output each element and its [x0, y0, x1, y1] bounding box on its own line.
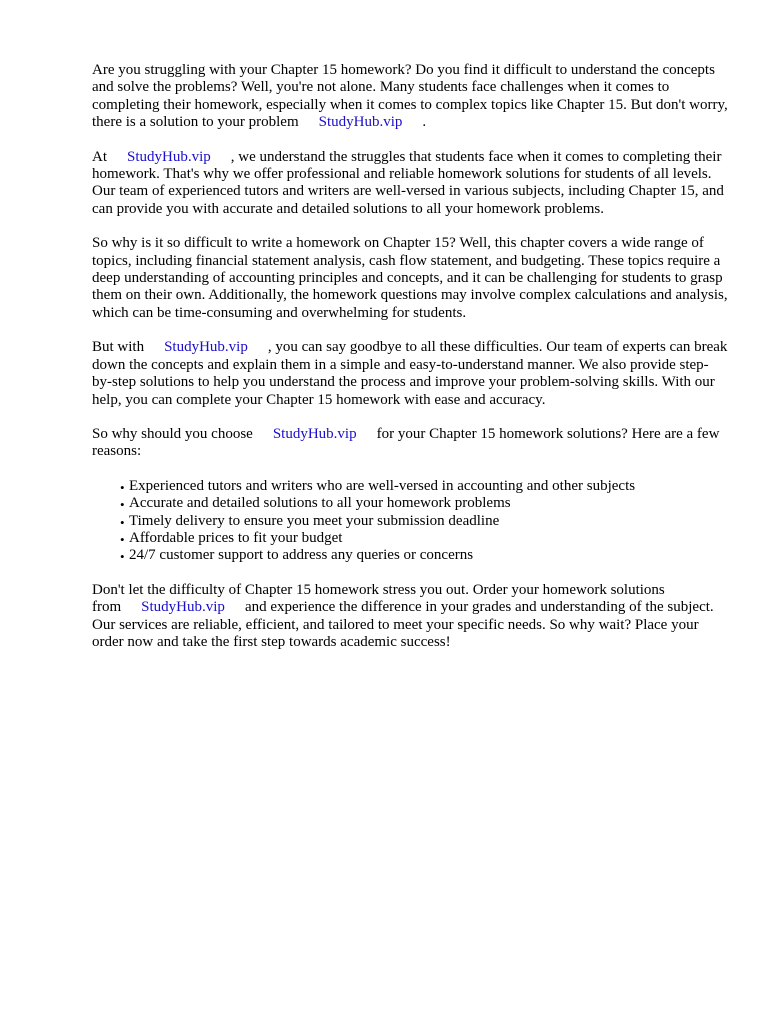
paragraph-intro — [92, 62, 728, 132]
paragraph-closing — [92, 582, 728, 652]
list-item: • 24/7 customer support to address any queries or concerns — [120, 547, 728, 564]
paragraph-closing-text: and experience the difference in your grades and understanding of the subject. Our services are reliable, efficient, and tailored to meet your specific needs. So why wait? Place your order now and take the first step towards academic success! — [92, 599, 714, 650]
paragraph-about-start: At — [92, 148, 107, 165]
list-item: • Timely delivery to ensure you meet your submission deadline — [120, 513, 728, 530]
studyhub-link[interactable]: StudyHub.vip — [318, 114, 403, 131]
list-item: • Experienced tutors and writers who are well-versed in accounting and other subjects — [120, 478, 728, 495]
paragraph-about — [92, 149, 728, 219]
studyhub-link[interactable]: StudyHub.vip — [164, 339, 248, 356]
paragraph-about-text: , we understand the struggles that students face when it comes to completing their homework. That's why we offer professional and reliable homework solutions for students of all levels. Our team of experienced tutors and writers are well-versed in various subjects, including Chapter 15, and can provide you with accurate and detailed solutions to all your homework problems. — [92, 148, 724, 217]
paragraph-intro-end: . — [422, 114, 427, 131]
paragraph-why-choose-start: So why should you choose — [92, 425, 253, 442]
list-item: • Affordable prices to fit your budget — [120, 530, 728, 547]
paragraph-why-choose — [92, 426, 728, 461]
paragraph-closing-start: Don't let the difficulty of Chapter 15 homework stress you out. Order your homework solutions from — [92, 581, 665, 616]
paragraph-intro-text: Are you struggling with your Chapter 15 homework? Do you find it difficult to understand the concepts and solve the problems? Well, you're not alone. Many students face challenges when it comes to completing their homework, especially when it comes to complex topics like Chapter 15. But don't worry, there is a solution to your problem — [92, 62, 728, 131]
paragraph-solution-text: , you can say goodbye to all these difficulties. Our team of experts can break down the concepts and explain them in a simple and easy-to-understand manner. We also provide step-by-step solutions to help you understand the process and improve your problem-solving skills. With our help, you can complete your Chapter 15 homework with ease and accuracy. — [92, 339, 728, 408]
studyhub-link[interactable]: StudyHub.vip — [127, 148, 211, 165]
reasons-list — [92, 478, 728, 565]
studyhub-link[interactable]: StudyHub.vip — [272, 425, 357, 442]
list-item: • Accurate and detailed solutions to all your homework problems — [120, 495, 728, 512]
paragraph-solution-start: But with — [92, 339, 145, 356]
paragraph-why-choose-text: for your Chapter 15 homework solutions? Here are a few reasons: — [92, 425, 720, 460]
paragraph-solution — [92, 339, 728, 409]
paragraph-difficulty: So why is it so difficult to write a homework on Chapter 15? Well, this chapter covers a wide range of topics, including financial statement analysis, cash flow statement, and budgeting. These topics require a deep understanding of accounting principles and concepts, and it can be challenging for students to grasp them on their own. Additionally, the homework questions may involve complex calculations and analysis, which can be time-consuming and overwhelming for students. — [92, 235, 728, 321]
studyhub-link[interactable]: StudyHub.vip — [141, 599, 225, 616]
